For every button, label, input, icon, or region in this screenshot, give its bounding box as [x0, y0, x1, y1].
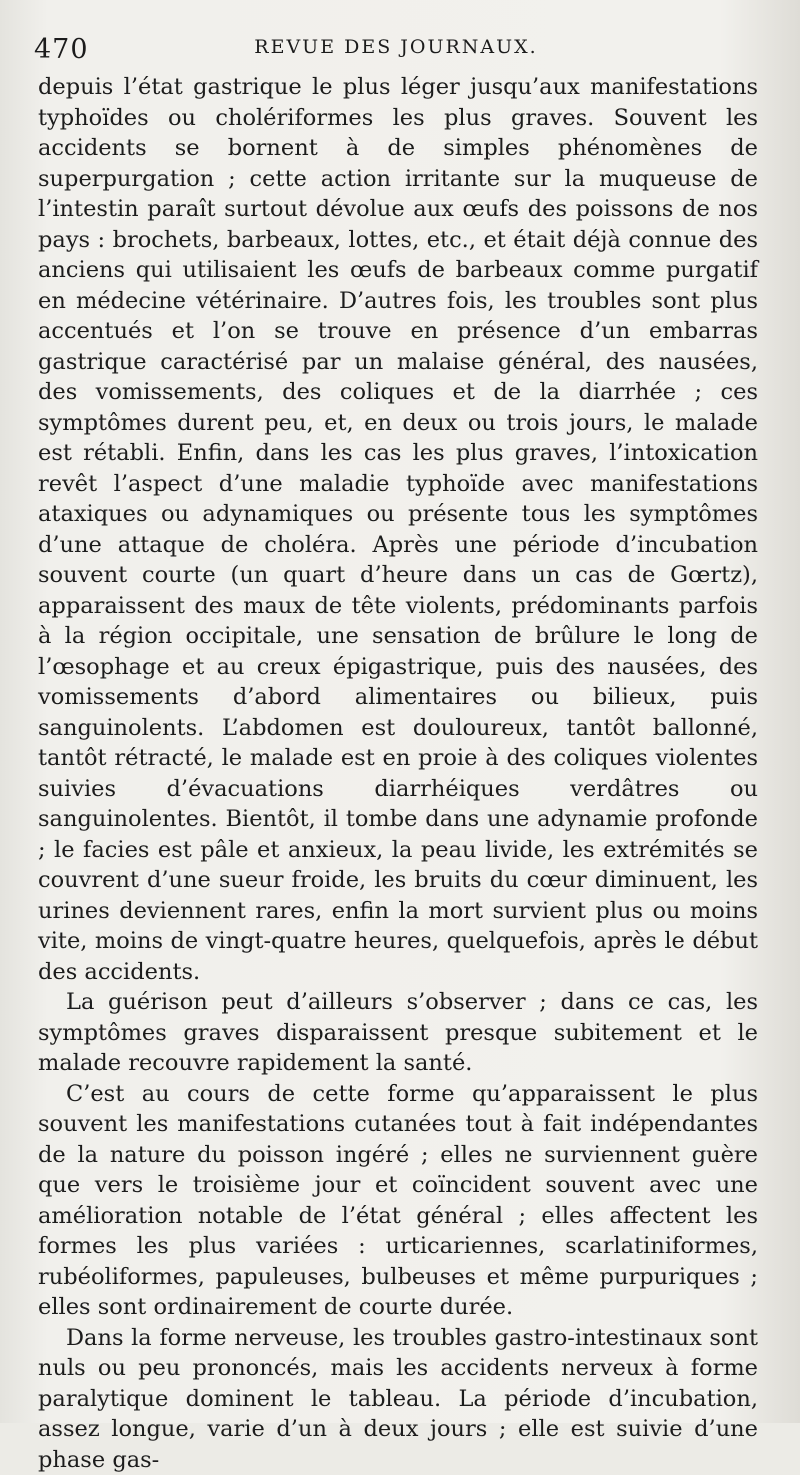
journal-title: REVUE DES JOURNAUX.: [34, 36, 758, 58]
paragraph: C’est au cours de cette forme qu’apparaissent le plus souvent les manifestations cutanées tout à fait indépendantes de la nature du poisson ingéré ; elles ne surviennent guère que vers le troisième jour et coïncident souvent avec une amélioration notable de l’état général ; elles affectent les formes les plus variées : urticariennes, scarlatiniformes, rubéoliformes, papuleuses, bulbeuses et même purpuriques ; elles sont ordinairement de courte durée.: [38, 1079, 758, 1323]
paragraph: La guérison peut d’ailleurs s’observer ; dans ce cas, les symptômes graves disparaissent presque subitement et le malade recouvre rapidement la santé.: [38, 987, 758, 1079]
body-text: [38, 72, 758, 1475]
paragraph: Dans la forme nerveuse, les troubles gastro-intestinaux sont nuls ou peu prononcés, mais les accidents nerveux à forme paralytique dominent le tableau. La période d’incubation, assez longue, varie d’un à deux jours ; elle est suivie d’une phase gas-: [38, 1323, 758, 1475]
paragraph: depuis l’état gastrique le plus léger jusqu’aux manifestations typhoïdes ou cholériformes les plus graves. Souvent les accidents se bornent à de simples phénomènes de superpurgation ; cette action irritante sur la muqueuse de l’intestin paraît surtout dévolue aux œufs des poissons de nos pays : brochets, barbeaux, lottes, etc., et était déjà connue des anciens qui utilisaient les œufs de barbeaux comme purgatif en médecine vétérinaire. D’autres fois, les troubles sont plus accentués et l’on se trouve en présence d’un embarras gastrique caractérisé par un malaise général, des nausées, des vomissements, des coliques et de la diarrhée ; ces symptômes durent peu, et, en deux ou trois jours, le malade est rétabli. Enfin, dans les cas les plus graves, l’intoxication revêt l’aspect d’une maladie typhoïde avec manifestations ataxiques ou adynamiques ou présente tous les symptômes d’une attaque de choléra. Après une période d’incubation souvent courte (un quart d’heure dans un cas de Gœrtz), apparaissent des maux de tête violents, prédominants parfois à la région occipitale, une sensation de brûlure le long de l’œsophage et au creux épigastrique, puis des nausées, des vomissements d’abord alimentaires ou bilieux, puis sanguinolents. L’abdomen est douloureux, tantôt ballonné, tantôt rétracté, le malade est en proie à des coliques violentes suivies d’évacuations diarrhéiques verdâtres ou sanguinolentes. Bientôt, il tombe dans une adynamie profonde ; le facies est pâle et anxieux, la peau livide, les extrémités se couvrent d’une sueur froide, les bruits du cœur diminuent, les urines deviennent rares, enfin la mort survient plus ou moins vite, moins de vingt-quatre heures, quelquefois, après le début des accidents.: [38, 72, 758, 987]
running-head: [34, 32, 758, 66]
page-number: 470: [34, 34, 89, 65]
